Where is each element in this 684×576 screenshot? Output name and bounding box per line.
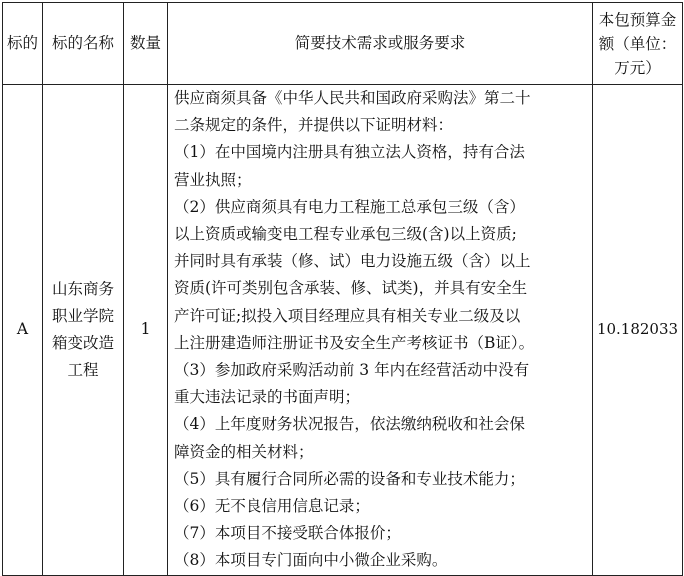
requirement-line: （1）在中国境内注册具有独立法人资格，持有合法 — [174, 143, 525, 162]
quantity-cell: 1 — [124, 85, 168, 576]
requirement-line: 障资金的相关材料； — [174, 442, 314, 461]
requirement-line: （7）本项目不接受联合体报价； — [174, 524, 401, 543]
requirement-line: 营业执照； — [174, 170, 252, 189]
requirement-line: 重大违法记录的书面声明； — [174, 388, 361, 407]
header-row — [3, 3, 683, 85]
requirements-cell — [168, 85, 593, 576]
header-item-name: 标的名称 — [43, 3, 124, 85]
requirement-line: （6）无不良信用信息记录； — [174, 497, 370, 516]
header-requirements: 简要技术需求或服务要求 — [168, 3, 593, 85]
header-quantity: 数量 — [124, 3, 168, 85]
requirement-line: 上注册建造师注册证书及安全生产考核证书（B证）。 — [174, 333, 535, 352]
table-row — [3, 85, 683, 576]
requirement-line: 产许可证;拟投入项目经理应具有相关专业二级及以 — [174, 306, 521, 325]
requirement-line: 以上资质或输变电工程专业承包三级(含)以上资质; — [174, 225, 517, 244]
requirement-line: （5）具有履行合同所必需的设备和专业技术能力； — [174, 469, 525, 488]
item-code-cell: A — [3, 85, 43, 576]
budget-cell: 10.182033 — [593, 85, 683, 576]
requirement-line: （2）供应商须具有电力工程施工总承包三级（含） — [174, 197, 525, 216]
item-name-cell: 山东商务职业学院箱变改造工程 — [43, 85, 124, 576]
header-budget: 本包预算金额（单位：万元） — [593, 3, 683, 85]
requirement-line: （3）参加政府采购活动前 3 年内在经营活动中没有 — [174, 361, 530, 380]
requirement-line: 供应商须具备《中华人民共和国政府采购法》第二十 — [174, 89, 531, 107]
header-item-code: 标的 — [3, 3, 43, 85]
requirement-line: 二条规定的条件，并提供以下证明材料： — [174, 116, 454, 135]
requirement-line: （8）本项目专门面向中小微企业采购。 — [174, 551, 448, 570]
requirement-line: 并同时具有承装（修、试）电力设施五级（含）以上 — [174, 252, 531, 271]
procurement-table — [2, 2, 683, 576]
requirement-line: 资质(许可类别包含承装、修、试类)，并具有安全生 — [174, 279, 528, 298]
requirement-line: （4）上年度财务状况报告，依法缴纳税收和社会保 — [174, 415, 525, 434]
